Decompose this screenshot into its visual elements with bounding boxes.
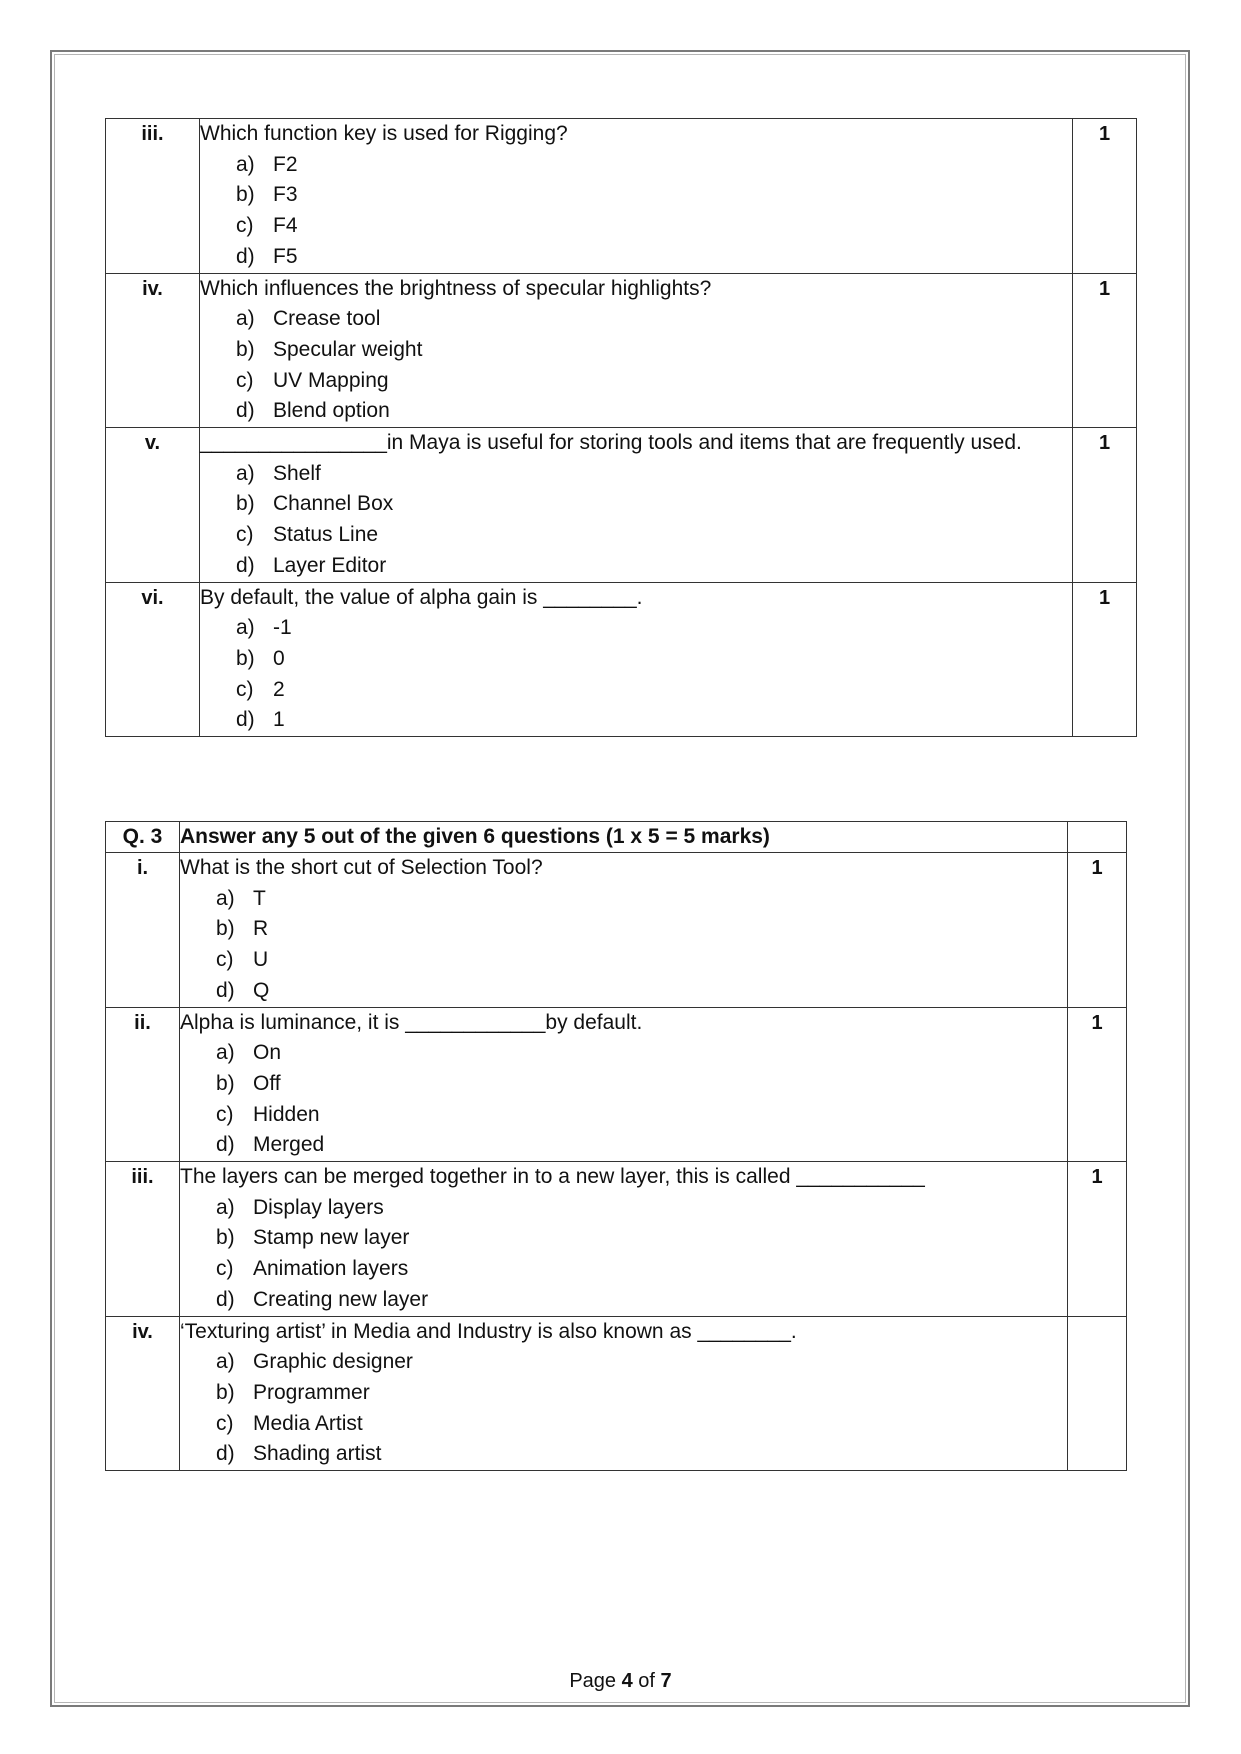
question-cell xyxy=(200,428,1073,583)
section-instruction: Answer any 5 out of the given 6 questions (1 x 5 = 5 marks) xyxy=(180,822,1068,853)
question-table-body xyxy=(106,853,1127,1471)
option-list xyxy=(200,304,1072,427)
option-label: c) xyxy=(236,214,254,238)
option-label: b) xyxy=(236,646,255,670)
option-text: Graphic designer xyxy=(253,1350,413,1374)
option-item xyxy=(216,1285,1067,1316)
option-label: b) xyxy=(216,917,235,941)
option-list xyxy=(200,459,1072,582)
option-item xyxy=(236,520,1072,551)
option-item xyxy=(216,914,1067,945)
option-item xyxy=(216,1409,1067,1440)
option-text: Stamp new layer xyxy=(253,1226,410,1250)
option-label: c) xyxy=(216,1411,234,1435)
option-item xyxy=(216,1378,1067,1409)
option-item xyxy=(236,644,1072,675)
question-text: ________________in Maya is useful for storing tools and items that are frequently used. xyxy=(200,431,1022,455)
option-text: -1 xyxy=(273,616,292,640)
option-item xyxy=(236,613,1072,644)
option-list xyxy=(180,1193,1067,1316)
question-cell xyxy=(200,273,1073,428)
option-text: 0 xyxy=(273,646,285,670)
question-marks: 1 xyxy=(1073,119,1137,274)
option-label: b) xyxy=(216,1071,235,1095)
question-row xyxy=(106,853,1127,1008)
option-text: 2 xyxy=(273,677,285,701)
option-label: c) xyxy=(236,523,254,547)
question-number: vi. xyxy=(106,582,200,737)
option-item xyxy=(216,1100,1067,1131)
question-marks: 1 xyxy=(1073,582,1137,737)
option-text: R xyxy=(253,917,269,941)
question-number: iii. xyxy=(106,1162,180,1317)
option-label: b) xyxy=(216,1226,235,1250)
option-label: c) xyxy=(216,948,234,972)
option-list xyxy=(180,1038,1067,1161)
question-marks xyxy=(1068,1316,1127,1471)
option-label: d) xyxy=(236,553,255,577)
question-marks: 1 xyxy=(1068,1007,1127,1162)
option-item xyxy=(236,551,1072,582)
question-table-body xyxy=(106,119,1137,737)
question-row xyxy=(106,1007,1127,1162)
option-list xyxy=(200,613,1072,736)
option-label: c) xyxy=(216,1257,234,1281)
question-cell xyxy=(200,119,1073,274)
question-table-q3 xyxy=(105,821,1127,1471)
option-text: F2 xyxy=(273,152,298,176)
option-item xyxy=(216,945,1067,976)
question-row xyxy=(106,1162,1127,1317)
option-label: a) xyxy=(236,461,255,485)
option-text: Shading artist xyxy=(253,1442,382,1466)
option-label: c) xyxy=(216,1102,234,1126)
option-item xyxy=(216,1038,1067,1069)
option-item xyxy=(216,1439,1067,1470)
question-number: iv. xyxy=(106,273,200,428)
option-label: a) xyxy=(216,1195,235,1219)
option-text: Programmer xyxy=(253,1380,370,1404)
question-text: Alpha is luminance, it is ____________by default. xyxy=(180,1010,643,1034)
option-list xyxy=(180,884,1067,1007)
option-text: Channel Box xyxy=(273,492,394,516)
option-label: b) xyxy=(236,183,255,207)
option-item xyxy=(216,1347,1067,1378)
option-item xyxy=(216,1069,1067,1100)
section-marks-cell xyxy=(1068,822,1127,853)
option-label: d) xyxy=(236,708,255,732)
page-of-label: of xyxy=(638,1670,655,1692)
option-item xyxy=(236,335,1072,366)
option-item xyxy=(236,396,1072,427)
section-header-row xyxy=(106,822,1127,853)
option-label: a) xyxy=(236,616,255,640)
option-text: On xyxy=(253,1041,282,1065)
question-cell xyxy=(180,1162,1068,1317)
option-text: Animation layers xyxy=(253,1257,409,1281)
option-label: c) xyxy=(236,677,254,701)
option-text: Layer Editor xyxy=(273,553,387,577)
option-item xyxy=(236,489,1072,520)
option-list xyxy=(180,1347,1067,1470)
option-text: UV Mapping xyxy=(273,368,389,392)
option-label: a) xyxy=(216,1350,235,1374)
question-cell xyxy=(180,1007,1068,1162)
question-number: v. xyxy=(106,428,200,583)
question-text: What is the short cut of Selection Tool? xyxy=(180,856,543,879)
option-text: U xyxy=(253,948,269,972)
option-item xyxy=(216,1130,1067,1161)
option-text: Shelf xyxy=(273,461,321,485)
question-table-section-2 xyxy=(105,118,1137,737)
question-cell xyxy=(200,582,1073,737)
question-marks: 1 xyxy=(1068,1162,1127,1317)
option-text: Media Artist xyxy=(253,1411,363,1435)
current-page-number: 4 xyxy=(621,1670,633,1692)
section-number: Q. 3 xyxy=(106,822,180,853)
option-item xyxy=(236,366,1072,397)
option-item xyxy=(236,180,1072,211)
option-label: a) xyxy=(236,152,255,176)
option-label: d) xyxy=(216,1287,235,1311)
option-item xyxy=(236,675,1072,706)
question-text: The layers can be merged together in to a new layer, this is called ___________ xyxy=(180,1165,925,1189)
option-text: Crease tool xyxy=(273,307,381,331)
option-text: Merged xyxy=(253,1133,325,1157)
question-row xyxy=(106,119,1137,274)
option-item xyxy=(236,150,1072,181)
option-item xyxy=(216,884,1067,915)
question-marks: 1 xyxy=(1073,428,1137,583)
question-text: Which influences the brightness of specular highlights? xyxy=(200,276,712,300)
option-label: a) xyxy=(216,886,235,910)
option-text: F3 xyxy=(273,183,298,207)
option-label: d) xyxy=(236,399,255,423)
total-pages-number: 7 xyxy=(660,1670,672,1692)
question-row xyxy=(106,582,1137,737)
question-text: Which function key is used for Rigging? xyxy=(200,122,568,145)
question-marks: 1 xyxy=(1068,853,1127,1008)
question-text: ‘Texturing artist’ in Media and Industry is also known as ________. xyxy=(180,1319,797,1343)
question-text: By default, the value of alpha gain is ________. xyxy=(200,585,643,609)
question-number: iv. xyxy=(106,1316,180,1471)
option-label: d) xyxy=(236,244,255,268)
question-number: i. xyxy=(106,853,180,1008)
option-text: Display layers xyxy=(253,1195,384,1219)
option-text: F5 xyxy=(273,244,298,268)
option-text: Hidden xyxy=(253,1102,320,1126)
question-row xyxy=(106,1316,1127,1471)
option-label: d) xyxy=(216,1133,235,1157)
option-label: a) xyxy=(216,1041,235,1065)
question-cell xyxy=(180,853,1068,1008)
option-list xyxy=(200,150,1072,273)
option-text: T xyxy=(253,886,266,910)
option-text: Status Line xyxy=(273,523,379,547)
option-item xyxy=(216,1223,1067,1254)
option-text: 1 xyxy=(273,708,285,732)
question-marks: 1 xyxy=(1073,273,1137,428)
option-item xyxy=(216,1254,1067,1285)
question-number: iii. xyxy=(106,119,200,274)
question-number: ii. xyxy=(106,1007,180,1162)
question-row xyxy=(106,428,1137,583)
option-item xyxy=(216,1193,1067,1224)
option-label: a) xyxy=(236,307,255,331)
option-item xyxy=(216,976,1067,1007)
option-label: c) xyxy=(236,368,254,392)
option-text: Specular weight xyxy=(273,337,423,361)
option-text: F4 xyxy=(273,214,298,238)
option-text: Q xyxy=(253,978,270,1002)
page-footer xyxy=(0,1670,1241,1693)
option-item xyxy=(236,304,1072,335)
option-label: d) xyxy=(216,978,235,1002)
option-text: Off xyxy=(253,1071,281,1095)
option-text: Creating new layer xyxy=(253,1287,429,1311)
question-row xyxy=(106,273,1137,428)
option-label: d) xyxy=(216,1442,235,1466)
option-text: Blend option xyxy=(273,399,390,423)
option-label: b) xyxy=(236,492,255,516)
option-label: b) xyxy=(216,1380,235,1404)
option-label: b) xyxy=(236,337,255,361)
option-item xyxy=(236,242,1072,273)
option-item xyxy=(236,211,1072,242)
page-label: Page xyxy=(569,1670,617,1692)
option-item xyxy=(236,705,1072,736)
option-item xyxy=(236,459,1072,490)
question-cell xyxy=(180,1316,1068,1471)
